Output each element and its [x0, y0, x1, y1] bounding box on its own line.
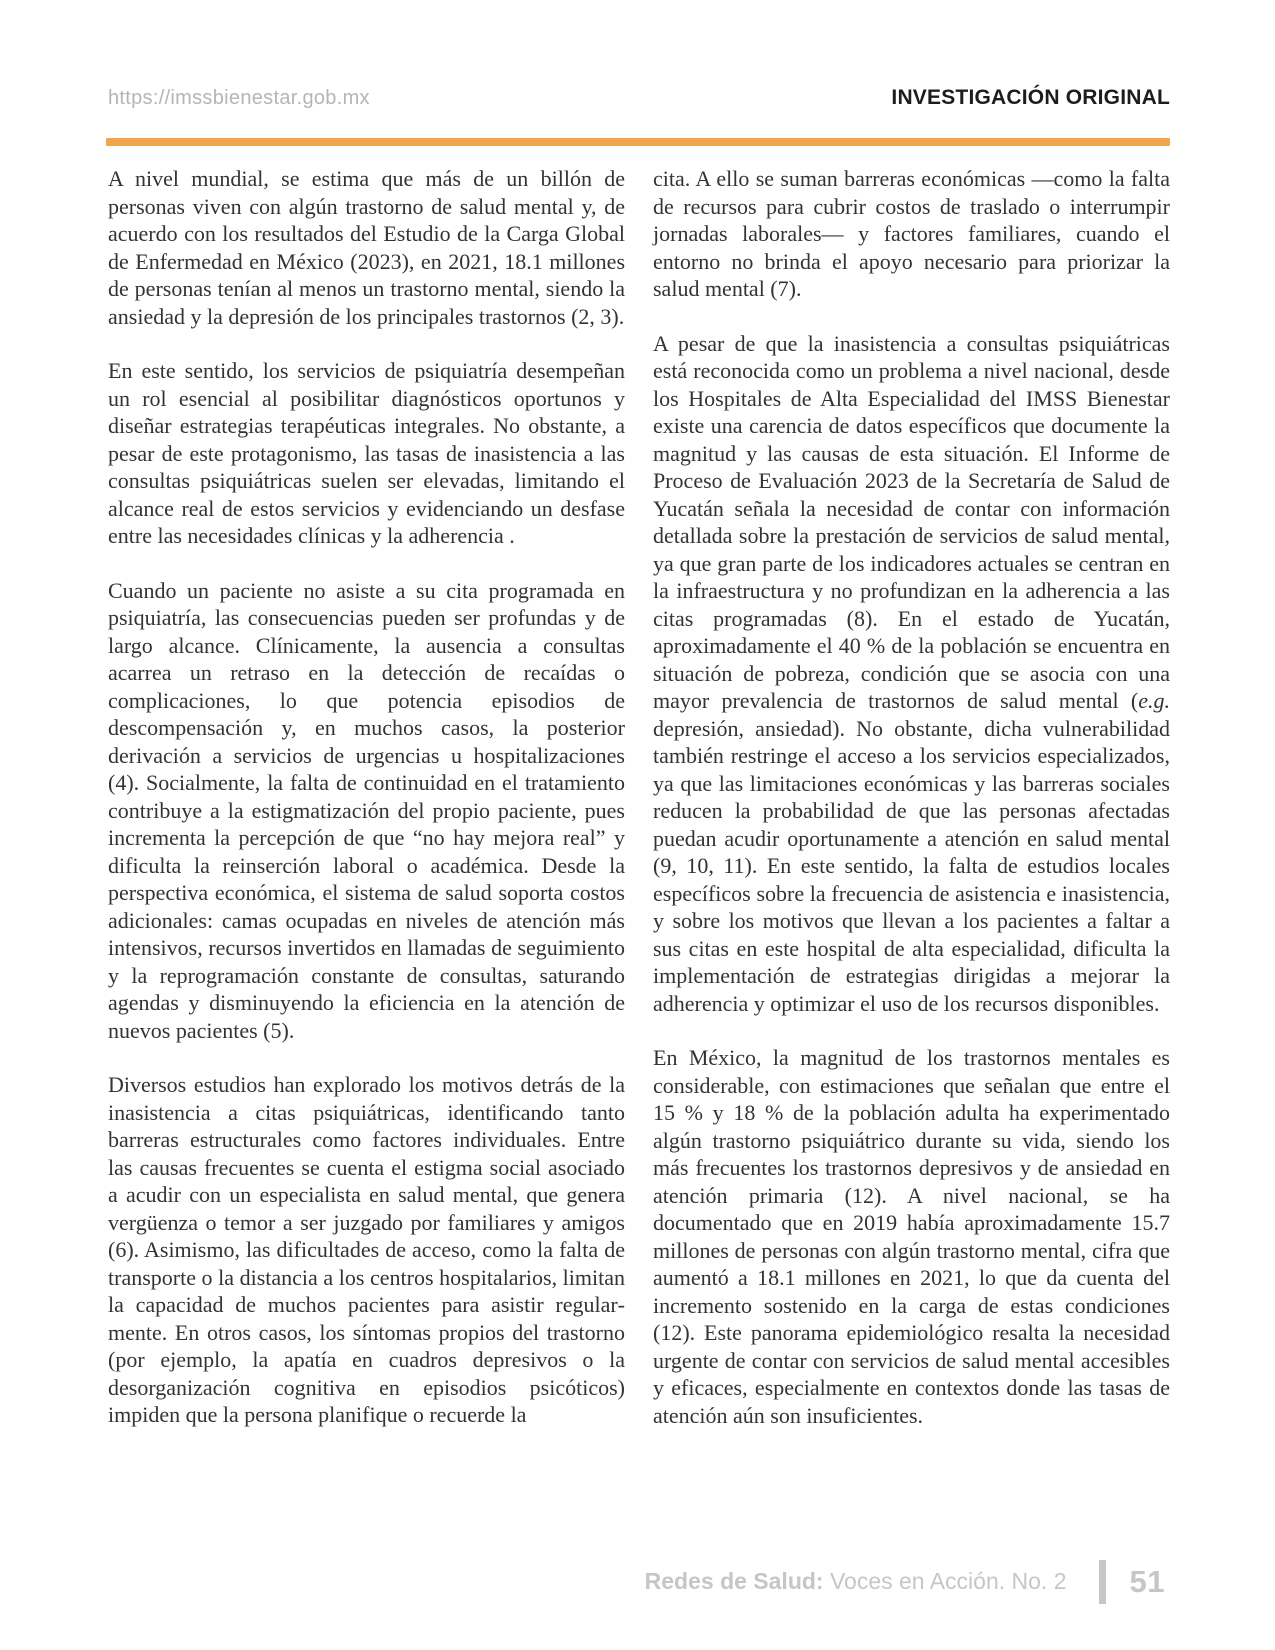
text-run: En este sentido, los servicios de psiquiatría desempeñan un rol esencial al posibilitar diagnósticos oportunos y diseñar estrategias terapéuticas integrales. No obstante, a pesar de este protagonismo, las tasas de inasistencia a las consultas psiquiátricas suelen ser elevadas, limitando el alcance real de estos servicios y evidenciando un desfase entre las necesidades clínicas y la adherencia . — [108, 358, 625, 548]
journal-title — [606, 1541, 1066, 1622]
paragraph — [108, 1071, 625, 1429]
column-2 — [653, 165, 1170, 1429]
journal-url: https://imssbienestar.gob.mx — [108, 87, 370, 109]
italic-text: e.g. — [1138, 688, 1170, 713]
column-1 — [108, 165, 625, 1429]
text-run: depresión, ansiedad). No obstante, dicha vulnerabilidad también restringe el acceso a los servicios especializados, ya que las limitaciones económicas y las barreras sociales reducen la probabilidad de que las personas afectadas puedan acudir oportunamente a atención en salud mental (9, 10, 11). En este sentido, la falta de estudios locales específicos sobre la frecuencia de asistencia e inasistencia, y sobre los motivos que llevan a los pacientes a faltar a sus citas en este hospital de alta especialidad, dificulta la implementación de estrategias dirigidas a mejorar la adherencia y optimizar el uso de los recursos disponibles. — [653, 715, 1170, 1016]
article-body — [108, 165, 1170, 1429]
text-run: En México, la magnitud de los trastornos mentales es considerable, con estimaciones que señalan que entre el 15 % y 18 % de la población adulta ha experimentado algún trastorno psiquiátrico durante su vida, siendo los más frecuentes los trastornos depresivos y de ansiedad en atención primaria (12). A nivel nacional, se ha documentado que en 2019 había aproximadamente 15.7 millones de personas con algún trastorno mental, cifra que aumentó a 18.1 millones en 2021, lo que da cuenta del incremento sostenido en la carga de estas condiciones (12). Este panorama epidemiológico resalta la necesidad urgente de contar con servicios de salud mental accesibles y eficaces, especialmente en contextos donde las tasas de atención aún son insuficientes. — [653, 1045, 1170, 1428]
journal-subtitle: Voces en Acción. No. 2 — [823, 1568, 1067, 1594]
paragraph — [653, 330, 1170, 1018]
text-run: Diversos estudios han explorado los motivos detrás de la inasistencia a citas psiquiátricas, identificando tanto barreras estructurales como factores individuales. Entre las causas frecuentes se cuenta el estigma social asociado a acudir con un especialista en salud mental, que genera vergüenza o temor a ser juzgado por familiares y amigos (6). Asimismo, las dificultades de acceso, como la falta de transporte o la distancia a los centros hospitalarios, limitan la capacidad de muchos pacientes para asistir regularmente. En otros casos, los síntomas propios del trastorno (por ejemplo, la apatía en cuadros depresivos o la desorganización cognitiva en episodios psicóticos) impiden que la persona planifique o recuerde la — [108, 1072, 625, 1427]
paragraph — [108, 357, 625, 550]
text-run: Cuando un paciente no asiste a su cita programada en psiquiatría, las consecuencias pueden ser profundas y de largo alcance. Clínicamente, la ausencia a consultas acarrea un retraso en la detección de recaídas o complicaciones, lo que potencia episodios de descompensación y, en muchos casos, la posterior derivación a servicios de urgencias u hospitalizaciones (4). Socialmente, la falta de continuidad en el tratamiento contribuye a la estigmatización del propio paciente, pues incrementa la percepción de que “no hay mejora real” y dificulta la reinserción laboral o académica. Desde la perspectiva económica, el sistema de salud soporta costos adicionales: camas ocupadas en niveles de atención más intensivos, recursos invertidos en llamadas de seguimiento y la reprogramación constante de consultas, saturando agendas y disminuyendo la eficiencia en la atención de nuevos pacientes (5). — [108, 577, 625, 1043]
paragraph — [108, 577, 625, 1045]
paragraph — [653, 1044, 1170, 1429]
text-run: A pesar de que la inasistencia a consultas psiquiátricas está reconocida como un problema a nivel nacional, desde los Hospitales de Alta Especialidad del IMSS Bienestar existe una carencia de datos específicos que documente la magnitud y las causas de esta situación. El Informe de Proceso de Evaluación 2023 de la Secretaría de Salud de Yucatán señala la necesidad de contar con información detallada sobre la prestación de servicios de salud mental, ya que gran parte de los indicadores actuales se centran en la infraestructura y no profundizan en la adherencia a las citas programadas (8). En el estado de Yucatán, aproximadamente el 40 % de la población se encuentra en situación de pobreza, condición que se asocia con una mayor prevalencia de trastornos de salud mental ( — [653, 330, 1170, 713]
text-run: cita. A ello se suman barreras económicas —como la falta de recursos para cubrir costos de traslado o interrumpir jornadas laborales— y factores familiares, cuando el entorno no brinda el apoyo necesario para priorizar la salud mental (7). — [653, 166, 1170, 301]
paragraph — [653, 165, 1170, 303]
page-header — [108, 86, 1170, 110]
section-label: INVESTIGACIÓN ORIGINAL — [891, 86, 1170, 109]
journal-name: Redes de Salud: — [644, 1568, 824, 1594]
page-footer — [606, 1541, 1165, 1622]
header-rule — [106, 138, 1170, 146]
text-run: A nivel mundial, se estima que más de un billón de personas viven con algún trastorno de salud mental y, de acuerdo con los resultados del Estudio de la Carga Global de Enfermedad en México (2023), en 2021, 18.1 millones de personas tenían al menos un trastorno mental, siendo la ansiedad y la depresión de los principales trastornos (2, 3). — [108, 166, 625, 329]
paragraph — [108, 165, 625, 330]
page-number: 51 — [1129, 1563, 1165, 1599]
footer-divider — [1099, 1560, 1106, 1604]
